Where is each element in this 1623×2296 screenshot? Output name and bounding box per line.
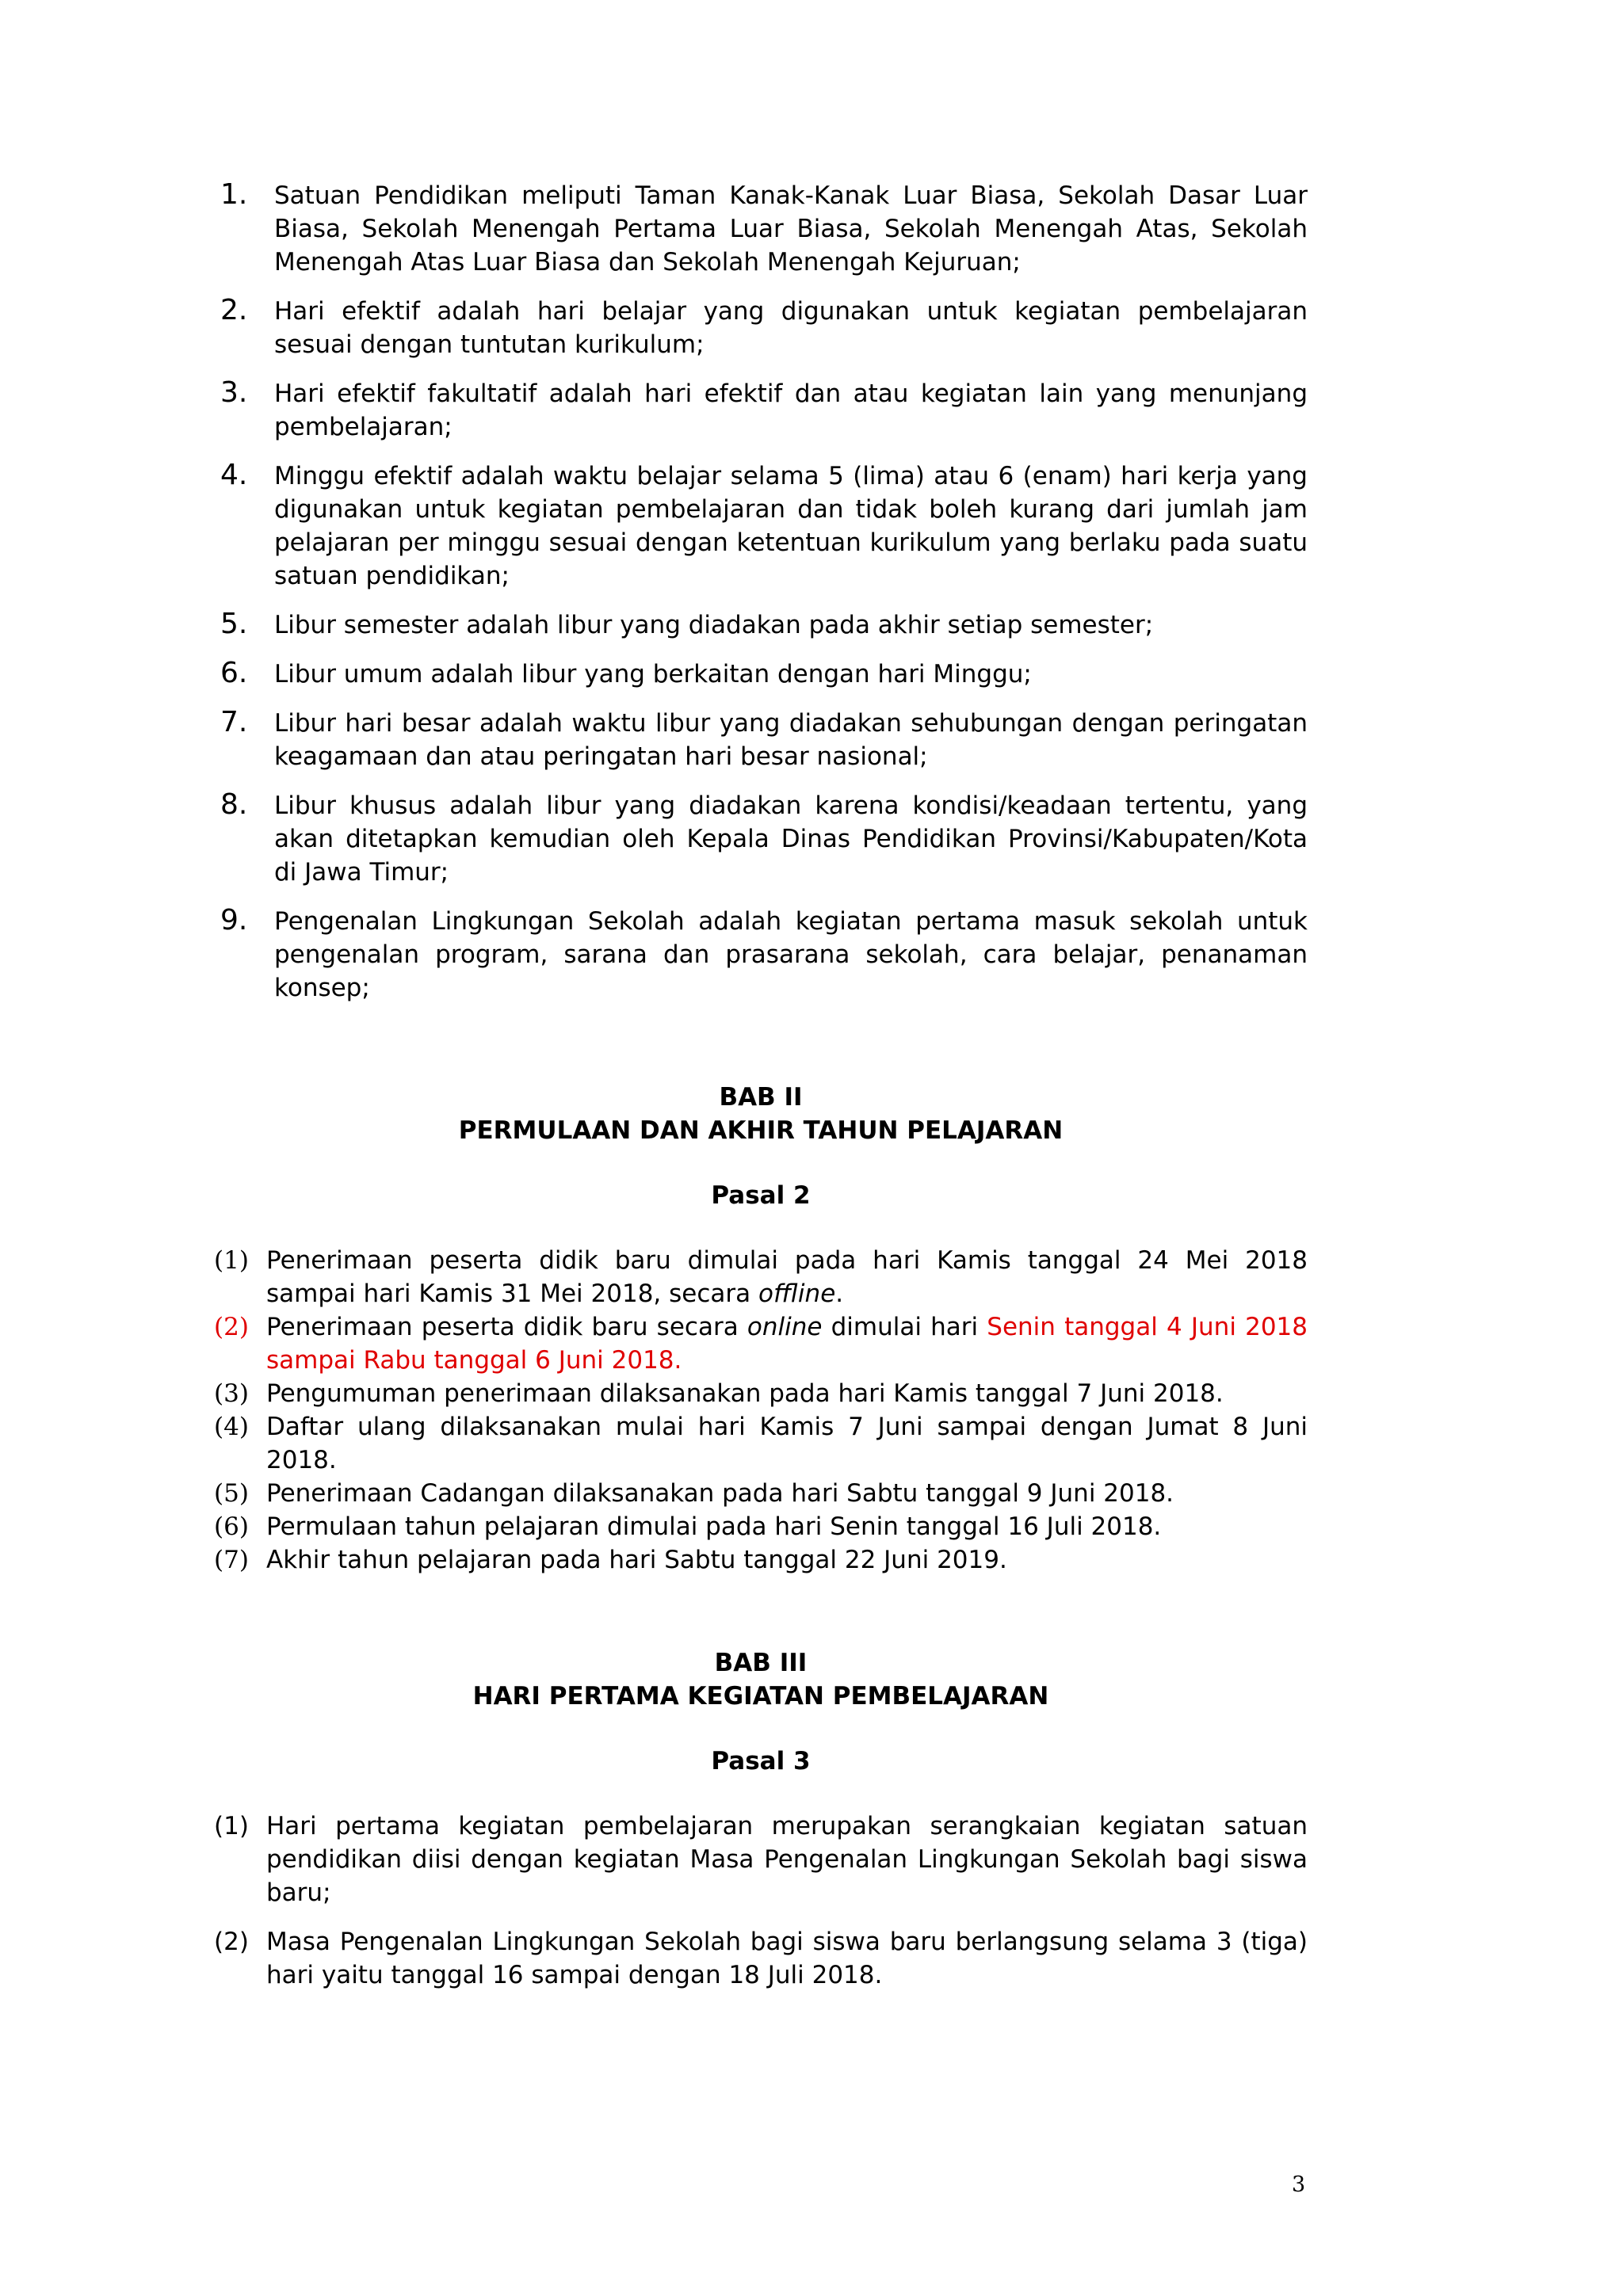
- item-number: (5): [214, 1479, 249, 1508]
- chapter-heading-bab-2: [214, 1081, 1308, 1147]
- definition-item-7: [214, 707, 1308, 773]
- page-number: 3: [1292, 2172, 1306, 2197]
- article-3-list: [214, 1810, 1308, 1992]
- definition-number: 2.: [220, 294, 248, 326]
- definition-text: Libur hari besar adalah waktu libur yang diadakan sehubungan dengan peringatan keagamaan dan atau peringatan hari besar nasional;: [274, 709, 1308, 771]
- item-text: Penerimaan Cadangan dilaksanakan pada hari Sabtu tanggal 9 Juni 2018.: [266, 1479, 1174, 1508]
- item-number: (1): [214, 1812, 249, 1840]
- definition-text: Minggu efektif adalah waktu belajar selama 5 (lima) atau 6 (enam) hari kerja yang digunakan untuk kegiatan pembelajaran dan tidak boleh kurang dari jumlah jam pelajaran per minggu sesuai dengan ketentuan kurikulum yang berlaku pada suatu satuan pendidikan;: [274, 462, 1308, 590]
- article-2-list: [214, 1244, 1308, 1577]
- article-heading-pasal-2: Pasal 2: [711, 1181, 811, 1210]
- item-text: Permulaan tahun pelajaran dimulai pada hari Senin tanggal 16 Juli 2018.: [266, 1512, 1162, 1541]
- article-3-item-1: [214, 1810, 1308, 1909]
- definition-text: Libur semester adalah libur yang diadakan pada akhir setiap semester;: [274, 611, 1154, 639]
- definition-text: Pengenalan Lingkungan Sekolah adalah kegiatan pertama masuk sekolah untuk pengenalan program, sarana dan prasarana sekolah, cara belajar, penanaman konsep;: [274, 907, 1308, 1002]
- definition-item-2: [214, 295, 1308, 361]
- item-text: Daftar ulang dilaksanakan mulai hari Kamis 7 Juni sampai dengan Jumat 8 Juni 2018.: [266, 1413, 1308, 1474]
- chapter-label: BAB III: [714, 1649, 808, 1677]
- item-number: (2): [214, 1313, 249, 1341]
- item-number: (3): [214, 1379, 249, 1408]
- definition-number: 4.: [220, 459, 248, 491]
- definition-item-8: [214, 789, 1308, 889]
- definition-item-5: [214, 608, 1308, 642]
- definition-text: Libur umum adalah libur yang berkaitan dengan hari Minggu;: [274, 660, 1032, 688]
- definition-text: Hari efektif fakultatif adalah hari efektif dan atau kegiatan lain yang menunjang pembelajaran;: [274, 379, 1308, 441]
- item-number: (6): [214, 1512, 249, 1541]
- item-text-end: .: [835, 1280, 844, 1308]
- article-2-item-1: [214, 1244, 1308, 1310]
- definition-text: Hari efektif adalah hari belajar yang digunakan untuk kegiatan pembelajaran sesuai dengan tuntutan kurikulum;: [274, 297, 1308, 359]
- definition-number: 8.: [220, 788, 248, 821]
- item-number: (2): [214, 1928, 249, 1956]
- definition-item-9: [214, 905, 1308, 1005]
- item-text: Pengumuman penerimaan dilaksanakan pada hari Kamis tanggal 7 Juni 2018.: [266, 1379, 1224, 1408]
- chapter-heading-bab-3: [214, 1646, 1308, 1713]
- article-2-item-6: [214, 1510, 1308, 1543]
- item-text-middle: dimulai hari: [822, 1313, 987, 1341]
- item-text-italic: offline: [758, 1280, 836, 1308]
- definition-number: 3.: [220, 376, 248, 409]
- definition-item-6: [214, 658, 1308, 691]
- definition-number: 9.: [220, 904, 248, 936]
- page-content: [214, 179, 1308, 1992]
- definition-text: Libur khusus adalah libur yang diadakan karena kondisi/keadaan tertentu, yang akan ditetapkan kemudian oleh Kepala Dinas Pendidikan Provinsi/Kabupaten/Kota di Jawa Timur;: [274, 791, 1308, 887]
- chapter-label: BAB II: [719, 1083, 803, 1112]
- definition-item-4: [214, 460, 1308, 593]
- item-text: Masa Pengenalan Lingkungan Sekolah bagi siswa baru berlangsung selama 3 (tiga) hari yaitu tanggal 16 sampai dengan 18 Juli 2018.: [266, 1928, 1308, 1989]
- article-heading-pasal-3: Pasal 3: [711, 1747, 811, 1775]
- item-text: Penerimaan peserta didik baru dimulai pada hari Kamis tanggal 24 Mei 2018 sampai hari Kamis 31 Mei 2018, secara: [266, 1246, 1308, 1308]
- definition-number: 1.: [220, 178, 248, 211]
- article-2-item-4: [214, 1410, 1308, 1477]
- definition-number: 6.: [220, 657, 248, 689]
- item-text: Akhir tahun pelajaran pada hari Sabtu tanggal 22 Juni 2019.: [266, 1546, 1007, 1574]
- definition-number: 7.: [220, 706, 248, 738]
- definition-item-3: [214, 377, 1308, 444]
- item-text: Penerimaan peserta didik baru secara: [266, 1313, 747, 1341]
- article-2-item-7: [214, 1543, 1308, 1577]
- item-number: (4): [214, 1413, 249, 1441]
- item-number: (7): [214, 1546, 249, 1574]
- definition-item-1: [214, 179, 1308, 279]
- article-3-item-2: [214, 1925, 1308, 1992]
- item-text-highlight: Senin tanggal 4 Juni 2018 sampai Rabu tanggal 6 Juni 2018.: [266, 1313, 1308, 1375]
- article-2-item-5: [214, 1477, 1308, 1510]
- chapter-title: HARI PERTAMA KEGIATAN PEMBELAJARAN: [472, 1682, 1049, 1711]
- definitions-list: [214, 179, 1308, 1005]
- article-2-item-2: [214, 1310, 1308, 1377]
- item-text-italic: online: [747, 1313, 823, 1341]
- definition-text: Satuan Pendidikan meliputi Taman Kanak-Kanak Luar Biasa, Sekolah Dasar Luar Biasa, Sekolah Menengah Pertama Luar Biasa, Sekolah Menengah Atas, Sekolah Menengah Atas Luar Biasa dan Sekolah Menengah Kejuruan;: [274, 181, 1308, 277]
- chapter-title: PERMULAAN DAN AKHIR TAHUN PELAJARAN: [458, 1116, 1064, 1145]
- item-text: Hari pertama kegiatan pembelajaran merupakan serangkaian kegiatan satuan pendidikan diisi dengan kegiatan Masa Pengenalan Lingkungan Sekolah bagi siswa baru;: [266, 1812, 1308, 1907]
- definition-number: 5.: [220, 608, 248, 640]
- item-number: (1): [214, 1246, 249, 1275]
- article-2-item-3: [214, 1377, 1308, 1410]
